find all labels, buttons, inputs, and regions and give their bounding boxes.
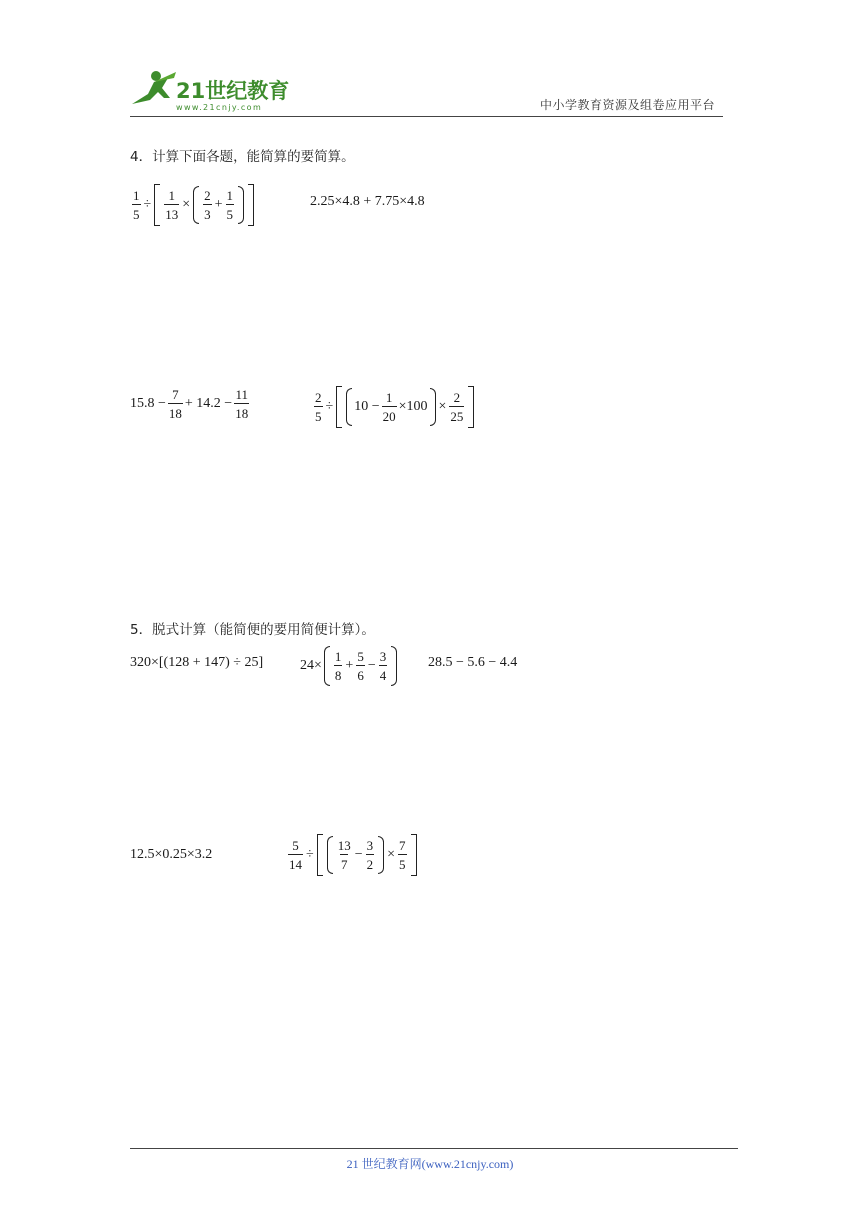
q4-expression-3: 15.8 − $\frac{7}{18}$ + 14.2 − $\frac{11}{18}$ bbox=[130, 387, 249, 421]
runner-logo-icon bbox=[124, 68, 294, 114]
q4-expression-2: 2.25×4.8 + 7.75×4.8 bbox=[310, 194, 425, 209]
q5-expression-5: $\frac{5}{14}$ ÷ $\frac{13}{7}$ − $\frac{3}{2}$ × $\frac{7}{5}$ bbox=[286, 834, 419, 876]
site-logo bbox=[124, 68, 294, 114]
q4-expression-1: $\frac{1}{5}$ ÷ $\frac{1}{13}$ × $\frac{2}{3}$ + $\frac{1}{5}$ bbox=[130, 184, 256, 226]
footer-link[interactable]: 21 世纪教育网(www.21cnjy.com) bbox=[346, 1157, 514, 1171]
q5-expression-1: 320×[(128 + 147) ÷ 25] bbox=[130, 655, 264, 670]
q5-expression-3: 28.5 − 5.6 − 4.4 bbox=[428, 655, 518, 670]
svg-text:www.21cnjy.com: www.21cnjy.com bbox=[176, 103, 263, 112]
svg-text:21世纪教育: 21世纪教育 bbox=[176, 79, 290, 103]
header-platform-label: 中小学教育资源及组卷应用平台 bbox=[540, 98, 716, 112]
q5-expression-4: 12.5×0.25×3.2 bbox=[130, 847, 213, 862]
q5-expression-2: 24× $\frac{1}{8}$ + $\frac{5}{6}$ − $\frac{3}{4}$ bbox=[300, 646, 399, 686]
q4-expression-4: $\frac{2}{5}$ ÷ 10 − $\frac{1}{20}$ ×100 × $\frac{2}{25}$ bbox=[312, 386, 476, 428]
q4-title: 4．计算下面各题，能简算的要简算。 bbox=[130, 149, 355, 165]
footer-divider bbox=[130, 1148, 738, 1149]
q5-title: 5．脱式计算（能简便的要用简便计算）。 bbox=[130, 622, 375, 638]
header-divider bbox=[130, 116, 723, 117]
